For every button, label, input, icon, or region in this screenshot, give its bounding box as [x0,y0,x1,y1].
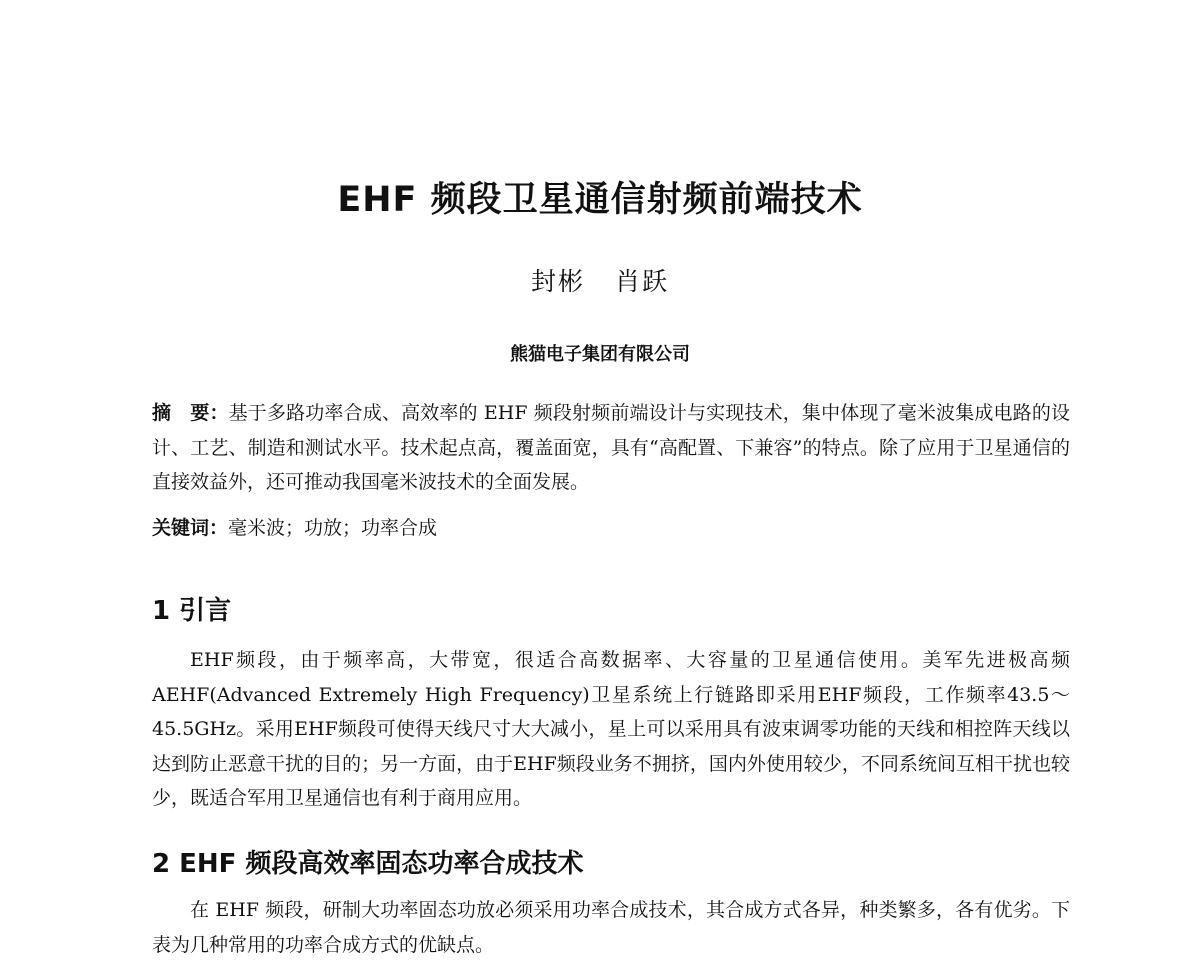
keywords-text: 毫米波；功放；功率合成 [228,517,438,539]
section-paragraph-introduction: EHF频段，由于频率高，大带宽，很适合高数据率、大容量的卫星通信使用。美军先进极高频AEHF(Advanced Extremely High Frequency)卫星系统上行链路即采用EHF频段，工作频率43.5～45.5GHz。采用EHF频段可使得天线尺寸大大减小，星上可以采用具有波束调零功能的天线和相控阵天线以达到防止恶意干扰的目的；另一方面，由于EHF频段业务不拥挤，国内外使用较少，不同系统间互相干扰也较少，既适合军用卫星通信也有利于商用应用。 [152,649,1070,809]
section-heading-power-combining: 2 EHF 频段高效率固态功率合成技术 [152,849,584,879]
affiliation: 熊猫电子集团有限公司 [510,344,690,365]
abstract [152,396,1070,500]
section-heading-introduction: 1 引言 [152,596,232,626]
authors: 封彬 肖跃 [531,267,669,296]
abstract-text: 基于多路功率合成、高效率的 EHF 频段射频前端设计与实现技术，集中体现了毫米波集成电路的设计、工艺、制造和测试水平。技术起点高，覆盖面宽，具有“高配置、下兼容”的特点。除了应用于卫星通信的直接效益外，还可推动我国毫米波技术的全面发展。 [152,402,1070,493]
paper-title: EHF 频段卫星通信射频前端技术 [337,180,863,220]
keywords-label: 关键词： [152,517,229,539]
section-paragraph-power-combining: 在 EHF 频段，研制大功率固态功放必须采用功率合成技术，其合成方式各异，种类繁多，各有优劣。下表为几种常用的功率合成方式的优缺点。 [152,899,1070,956]
keywords [152,511,1070,546]
abstract-label: 摘 要： [152,402,229,424]
